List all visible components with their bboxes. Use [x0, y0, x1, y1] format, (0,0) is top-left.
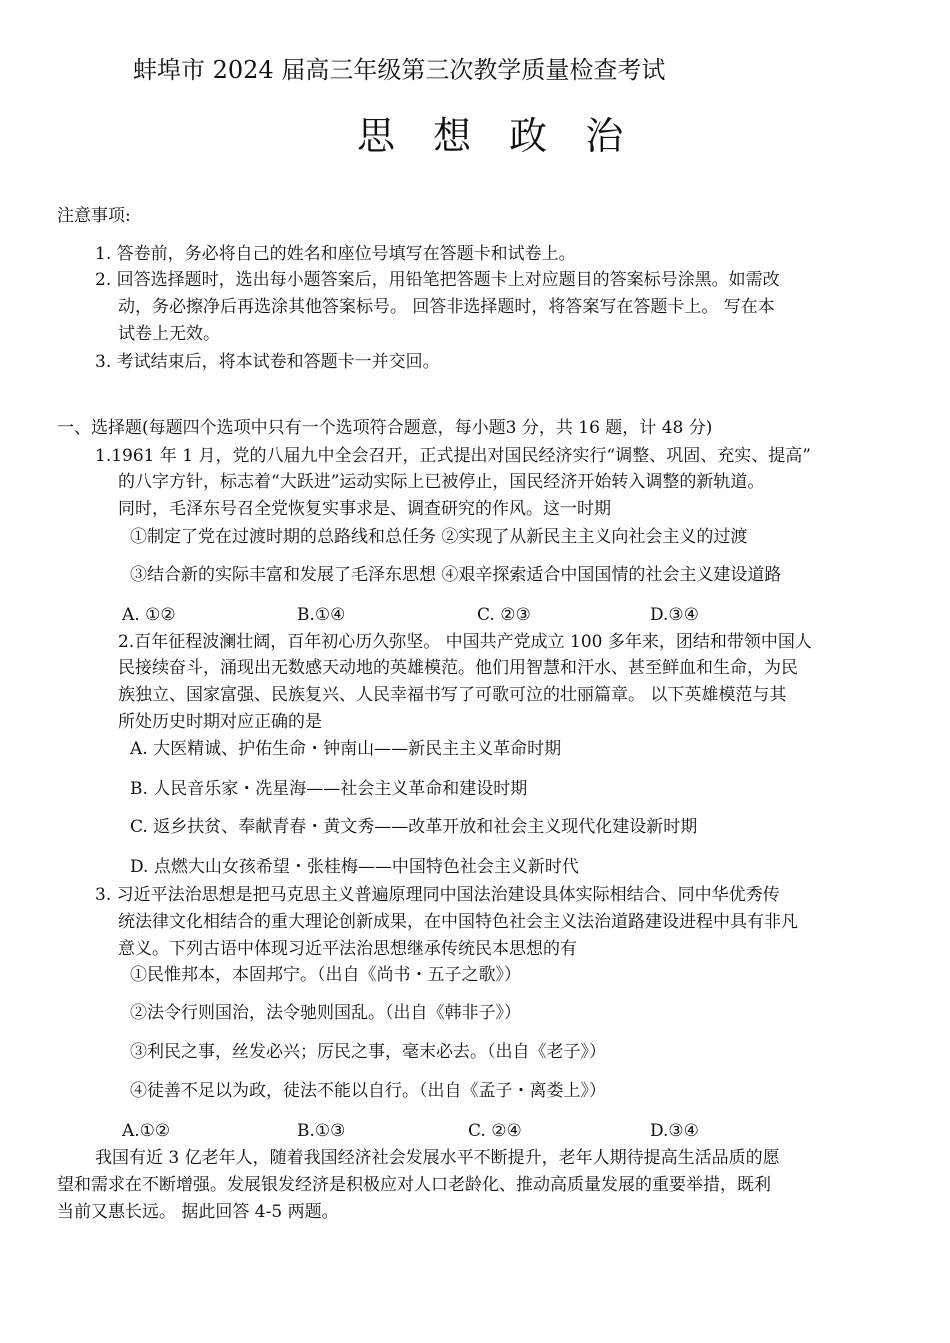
q2-stem-line-1: 2.百年征程波澜壮阔，百年初心历久弥坚。 中国共产党成立 100 多年来，团结和带领中国人: [118, 632, 812, 652]
q1-statements-1-2: ①制定了党在过渡时期的总路线和总任务 ②实现了从新民主主义向社会主义的过渡: [130, 527, 748, 547]
q3-stem-line-2: 统法律文化相结合的重大理论创新成果，在中国特色社会主义法治道路建设进程中具有非凡: [118, 912, 798, 932]
q3-option-c: C. ②④: [468, 1121, 522, 1141]
q1-stem-line-1: 1.1961 年 1 月，党的八届九中全会召开，正式提出对国民经济实行“调整、巩固、充实、提高”: [95, 446, 811, 466]
notice-item-3: 3. 考试结束后，将本试卷和答题卡一并交回。: [95, 352, 440, 372]
q3-option-a: A.①②: [122, 1121, 171, 1141]
q2-option-a: A. 大医精诚、护佑生命・钟南山——新民主主义革命时期: [130, 739, 562, 759]
q1-option-c: C. ②③: [477, 605, 531, 625]
notice-item-2: 2. 回答选择题时，选出每小题答案后，用铅笔把答题卡上对应题目的答案标号涂黑。如需改: [95, 270, 780, 290]
q3-option-d: D.③④: [650, 1121, 699, 1141]
q3-statement-2: ②法令行则国治，法令驰则国乱。（出自《韩非子》）: [130, 1003, 521, 1023]
q2-stem-line-4: 所处历史时期对应正确的是: [118, 712, 322, 732]
q1-option-b: B.①④: [297, 605, 346, 625]
section-heading: 一、选择题(每题四个选项中只有一个选项符合题意，每小题3 分，共 16 题，计 48 分): [57, 418, 713, 438]
notice-item-2-cont: 动，务必擦净后再选涂其他答案标号。 回答非选择题时，将答案写在答题卡上。 写在本: [118, 297, 775, 317]
q1-statements-3-4: ③结合新的实际丰富和发展了毛泽东思想 ④艰辛探索适合中国国情的社会主义建设道路: [130, 565, 782, 585]
material-line-2: 望和需求在不断增强。发展银发经济是积极应对人口老龄化、推动高质量发展的重要举措，既利: [57, 1175, 771, 1195]
q3-statement-4: ④徒善不足以为政，徒法不能以自行。（出自《孟子・离娄上》）: [130, 1081, 606, 1101]
q1-stem-line-2: 的八字方针，标志着“大跃进”运动实际上已被停止，国民经济开始转入调整的新轨道。: [118, 472, 765, 492]
q3-stem-line-1: 3. 习近平法治思想是把马克思主义普遍原理同中国法治建设具体实际相结合、同中华优秀传: [95, 885, 780, 905]
q3-statement-1: ①民惟邦本，本固邦宁。（出自《尚书・五子之歌》）: [130, 965, 521, 985]
q3-statement-3: ③利民之事，丝发必兴；厉民之事，毫末必去。（出自《老子》）: [130, 1042, 606, 1062]
subject-title: 思 想 政 治: [357, 114, 637, 158]
q2-stem-line-2: 民接续奋斗，涌现出无数感天动地的英雄模范。他们用智慧和汗水、甚至鲜血和生命，为民: [118, 658, 798, 678]
material-line-1: 我国有近 3 亿老年人，随着我国经济社会发展水平不断提升，老年人期待提高生活品质的愿: [95, 1148, 780, 1168]
q1-option-d: D.③④: [650, 605, 699, 625]
q2-option-c: C. 返乡扶贫、奉献青春・黄文秀——改革开放和社会主义现代化建设新时期: [130, 817, 698, 837]
notice-heading: 注意事项:: [57, 206, 131, 226]
q1-option-a: A. ①②: [122, 605, 176, 625]
q1-stem-line-3: 同时，毛泽东号召全党恢复实事求是、调查研究的作风。这一时期: [118, 499, 611, 519]
q3-stem-line-3: 意义。下列古语中体现习近平法治思想继承传统民本思想的有: [118, 939, 577, 959]
exam-header: 蚌埠市 2024 届高三年级第三次教学质量检查考试: [133, 56, 666, 84]
notice-item-1: 1. 答卷前，务必将自己的姓名和座位号填写在答题卡和试卷上。: [95, 244, 576, 264]
q2-stem-line-3: 族独立、国家富强、民族复兴、人民幸福书写了可歌可泣的壮丽篇章。 以下英雄模范与其: [118, 685, 787, 705]
notice-item-2-cont2: 试卷上无效。: [118, 324, 220, 344]
q2-option-b: B. 人民音乐家・冼星海——社会主义革命和建设时期: [130, 779, 528, 799]
q2-option-d: D. 点燃大山女孩希望・张桂梅——中国特色社会主义新时代: [130, 857, 579, 877]
material-line-3: 当前又惠长远。 据此回答 4-5 两题。: [57, 1202, 339, 1222]
q3-option-b: B.①③: [297, 1121, 346, 1141]
